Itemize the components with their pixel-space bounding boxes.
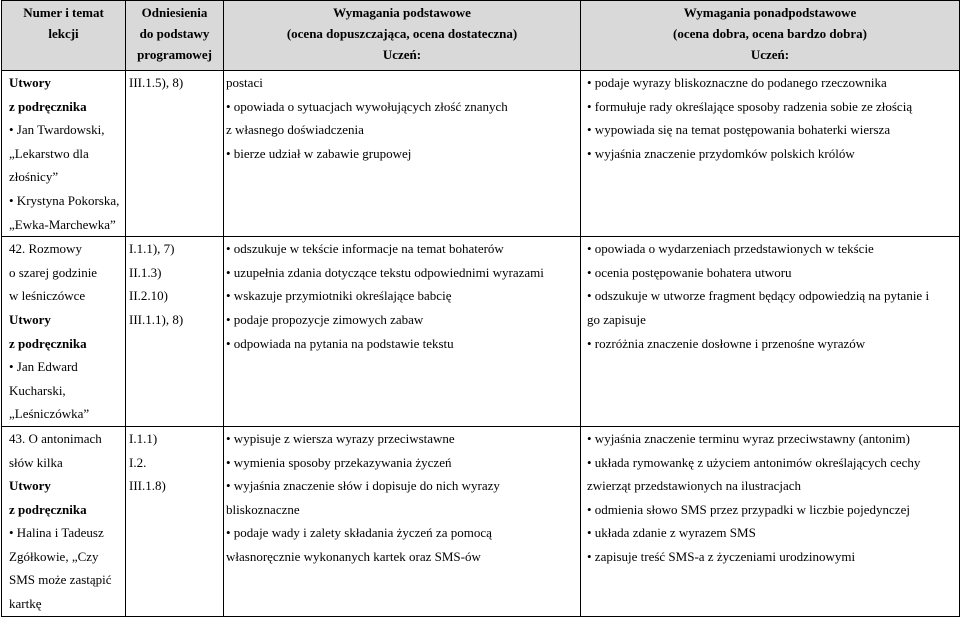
cell-line: • Jan Edward (9, 359, 78, 375)
cell-line: 43. O antonimach (9, 430, 102, 446)
cell-line: • wyjaśnia znaczenie przydomków polskich królów (587, 145, 855, 161)
cell-line: • opowiada o wydarzeniach przedstawionych w tekście (587, 241, 874, 257)
header-text: lekcji (48, 26, 79, 41)
cell-line: • formułuje rady określające sposoby radzenia sobie ze złością (587, 98, 913, 114)
cell-line: Utwory (9, 311, 51, 327)
cell-line: I.1.1), 7) (129, 241, 175, 257)
table-header-row (2, 1, 960, 71)
cell-line: • zapisuje treść SMS-a z życzeniami urodzinowymi (587, 548, 856, 564)
basic-requirements-cell (224, 237, 581, 427)
cell-line: • wypowiada się na temat postępowania bohaterki wiersza (587, 122, 891, 138)
cell-line: • podaje propozycje zimowych zabaw (226, 311, 424, 327)
cell-line: „Ewka-Marchewka” (9, 216, 116, 232)
cell-line: • wymienia sposoby przekazywania życzeń (226, 454, 452, 470)
lesson-cell (2, 237, 126, 427)
references-cell (126, 237, 224, 427)
cell-line: • odszukuje w tekście informacje na temat bohaterów (226, 241, 504, 257)
cell-line: kartkę (9, 596, 42, 612)
cell-line: z podręcznika (9, 98, 87, 114)
cell-line: • bierze udział w zabawie grupowej (226, 145, 412, 161)
header-text: (ocena dobra, ocena bardzo dobra) (673, 26, 867, 41)
cell-line: II.2.10) (129, 288, 168, 304)
cell-line: „Leśniczówka” (9, 406, 90, 422)
cell-line: • wyjaśnia znaczenie terminu wyraz przeciwstawny (antonim) (587, 430, 910, 446)
lesson-cell (2, 71, 126, 237)
cell-line: • wyjaśnia znaczenie słów i dopisuje do nich wyrazy (226, 478, 500, 494)
cell-line: w leśniczówce (9, 288, 86, 304)
cell-line: złośnicy” (9, 169, 59, 185)
cell-line: • układa zdanie z wyrazem SMS (587, 525, 756, 541)
references-cell (126, 71, 224, 237)
cell-line: bliskoznaczne (226, 501, 300, 517)
header-text: Uczeń: (750, 47, 790, 62)
cell-line: słów kilka (9, 454, 63, 470)
cell-line: własnoręcznie wykonanych kartek oraz SMS-ów (226, 548, 481, 564)
cell-line: • Jan Twardowski, (9, 122, 105, 138)
advanced-requirements-cell (581, 237, 960, 427)
cell-line: III.1.5), 8) (129, 75, 184, 90)
cell-line: postaci (226, 75, 263, 90)
requirements-table (1, 0, 960, 617)
cell-line: • rozróżnia znaczenie dosłowne i przenośne wyrazów (587, 335, 866, 351)
cell-line: • odpowiada na pytania na podstawie tekstu (226, 335, 454, 351)
header-text: (ocena dopuszczająca, ocena dostateczna) (286, 26, 518, 41)
cell-line: II.1.3) (129, 264, 162, 280)
header-text: Wymagania podstawowe (333, 5, 471, 20)
cell-line: • układa rymowankę z użyciem antonimów określających cechy (587, 454, 921, 470)
advanced-requirements-cell (581, 426, 960, 616)
header-text: Wymagania ponadpodstawowe (683, 5, 857, 20)
cell-line: • podaje wyrazy bliskoznaczne do podanego rzeczownika (587, 75, 887, 90)
lesson-cell (2, 426, 126, 616)
cell-line: Zgółkowie, „Czy (9, 548, 99, 564)
cell-line: Utwory (9, 75, 51, 90)
header-text: Uczeń: (382, 47, 422, 62)
basic-requirements-cell (224, 71, 581, 237)
cell-line: • wskazuje przymiotniki określające babcię (226, 288, 452, 304)
cell-line: • wypisuje z wiersza wyrazy przeciwstawne (226, 430, 455, 446)
cell-line: • Krystyna Pokorska, (9, 192, 120, 208)
header-text: do podstawy (139, 26, 210, 41)
cell-line: 42. Rozmowy (9, 241, 82, 257)
cell-line: Kucharski, (9, 382, 66, 398)
cell-line: I.1.1) (129, 430, 158, 446)
header-text: programowej (137, 47, 212, 62)
header-text: Odniesienia (141, 5, 208, 20)
header-text: Numer i temat (23, 5, 104, 20)
cell-line: • uzupełnia zdania dotyczące tekstu odpowiednimi wyrazami (226, 264, 544, 280)
header-lesson (2, 1, 126, 71)
table-row (2, 71, 960, 237)
basic-requirements-cell (224, 426, 581, 616)
cell-line: • Halina i Tadeusz (9, 525, 104, 541)
table-row (2, 426, 960, 616)
cell-line: • odmienia słowo SMS przez przypadki w liczbie pojedynczej (587, 501, 910, 517)
cell-line: III.1.8) (129, 478, 166, 494)
cell-line: • ocenia postępowanie bohatera utworu (587, 264, 792, 280)
references-cell (126, 426, 224, 616)
cell-line: • opowiada o sytuacjach wywołujących złość znanych (226, 98, 508, 114)
cell-line: I.2. (129, 454, 147, 470)
cell-line: Utwory (9, 478, 51, 494)
advanced-requirements-cell (581, 71, 960, 237)
cell-line: z podręcznika (9, 335, 87, 351)
cell-line: z podręcznika (9, 501, 87, 517)
header-basic-requirements (224, 1, 581, 71)
header-advanced-requirements (581, 1, 960, 71)
cell-line: „Lekarstwo dla (9, 145, 89, 161)
header-references (126, 1, 224, 71)
cell-line: z własnego doświadczenia (226, 122, 364, 138)
cell-line: o szarej godzinie (9, 264, 98, 280)
cell-line: • odszukuje w utworze fragment będący odpowiedzią na pytanie i (587, 288, 930, 304)
cell-line: zwierząt przedstawionych na ilustracjach (587, 478, 802, 494)
table-row (2, 237, 960, 427)
cell-line: • podaje wady i zalety składania życzeń za pomocą (226, 525, 492, 541)
cell-line: go zapisuje (587, 311, 646, 327)
cell-line: SMS może zastąpić (9, 572, 112, 588)
cell-line: III.1.1), 8) (129, 311, 184, 327)
